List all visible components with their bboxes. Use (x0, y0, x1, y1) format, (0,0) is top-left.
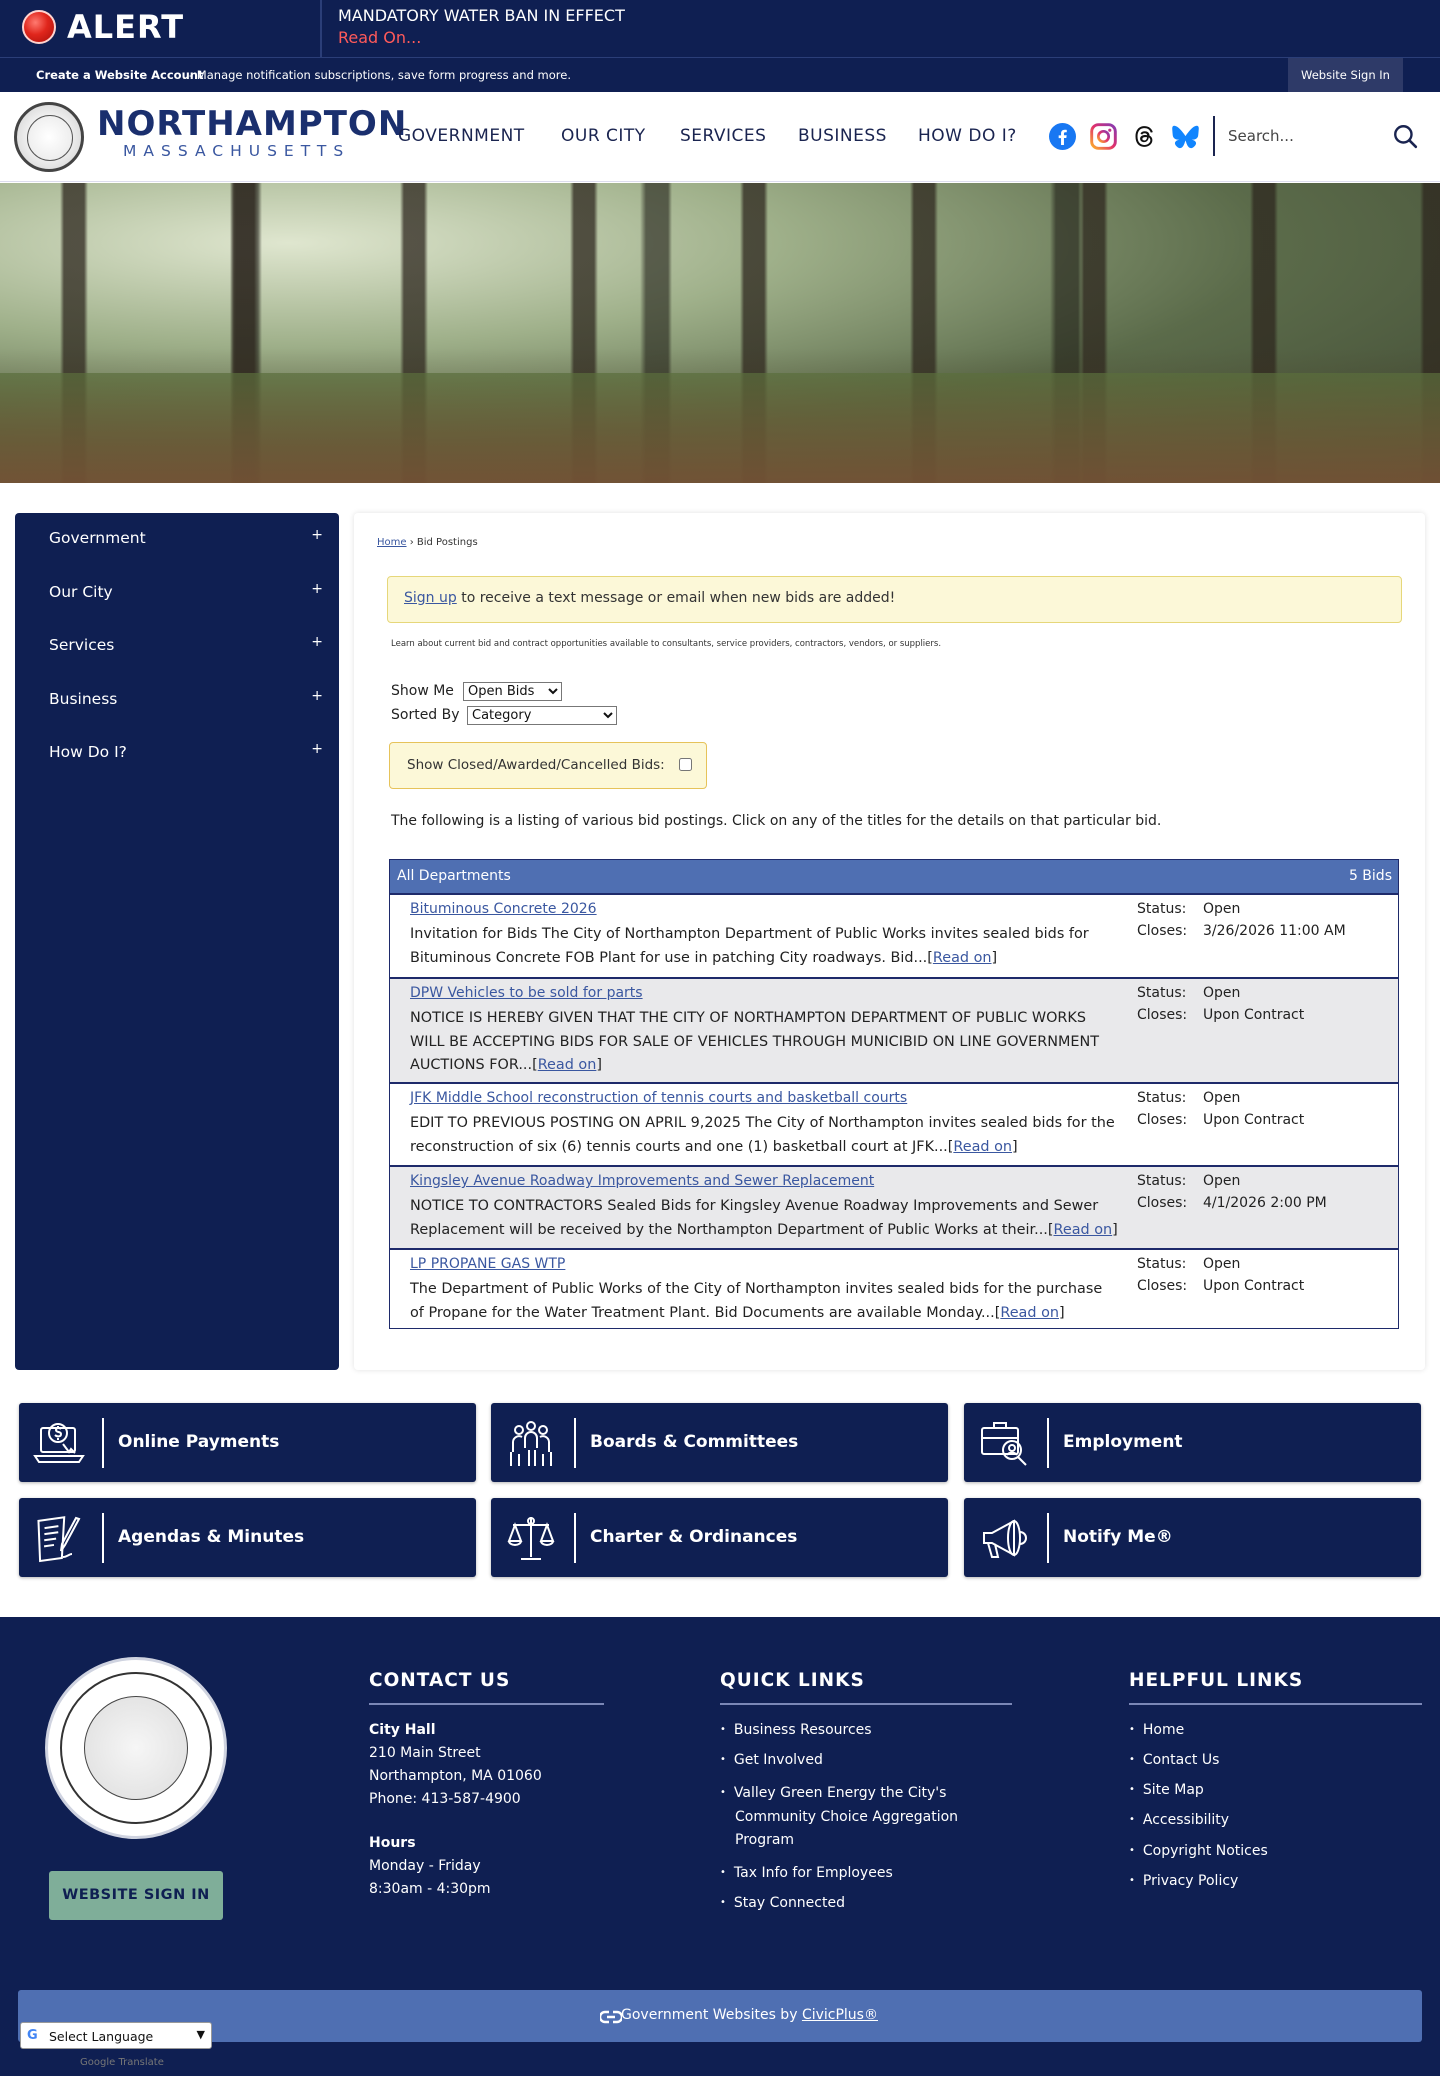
status-label: Status: (1137, 1256, 1187, 1272)
credit-text: Government Websites by (621, 2007, 802, 2023)
sidebar-item-label: How Do I? (49, 743, 127, 761)
hours-time: 8:30am - 4:30pm (369, 1881, 491, 1897)
closes-label: Closes: (1137, 1112, 1188, 1128)
account-bar (0, 57, 1440, 92)
hours-heading: Hours (369, 1835, 416, 1851)
status-label: Status: (1137, 901, 1187, 917)
sidebar-item-government[interactable] (15, 513, 339, 567)
employment-icon (978, 1418, 1030, 1468)
site-title[interactable]: NORTHAMPTON (97, 104, 408, 144)
sidebar-nav (15, 513, 339, 1370)
alert-read-on-link[interactable]: Read On... (338, 28, 422, 47)
closes-value: Upon Contract (1203, 1112, 1305, 1128)
quick-link[interactable]: • Get Involved (720, 1752, 823, 1768)
helpful-links-heading: HELPFUL LINKS (1129, 1670, 1304, 1691)
quick-link[interactable]: • Valley Green Energy the City's Community Choice Aggregation Program (720, 1782, 960, 1852)
main-content (354, 513, 1425, 1370)
tile-divider (574, 1513, 576, 1563)
show-me-select[interactable] (463, 682, 562, 701)
bid-title-link[interactable]: LP PROPANE GAS WTP (410, 1256, 566, 1272)
signup-notice (387, 576, 1402, 623)
show-closed-checkbox[interactable] (679, 758, 692, 771)
tile-divider (102, 1418, 104, 1468)
helpful-link[interactable]: • Site Map (1129, 1782, 1204, 1798)
closes-value: 3/26/2026 11:00 AM (1203, 923, 1346, 939)
helpful-link[interactable]: • Privacy Policy (1129, 1873, 1238, 1889)
expand-plus-icon[interactable]: + (311, 527, 323, 543)
helpful-link[interactable]: • Accessibility (1129, 1812, 1229, 1828)
listing-text: The following is a listing of various bid postings. Click on any of the titles for the details on that particular bid. (391, 813, 1162, 829)
hero-forest-image (0, 183, 1440, 483)
bid-description: NOTICE TO CONTRACTORS Sealed Bids for Kingsley Avenue Roadway Improvements and Sewer Replacement will be received by the Northampton Department of Public Works at their...[Read on] (410, 1198, 1118, 1238)
status-label: Status: (1137, 1173, 1187, 1189)
google-g-icon: G (27, 2028, 38, 2043)
tile-label: Agendas & Minutes (118, 1527, 305, 1547)
site-footer (0, 1617, 1440, 2076)
quick-links-heading: QUICK LINKS (720, 1670, 865, 1691)
charter-ordinances-icon (505, 1513, 557, 1563)
contact-heading: CONTACT US (369, 1670, 511, 1691)
status-value: Open (1203, 1173, 1241, 1189)
search-input[interactable] (1228, 118, 1388, 154)
tile-agendas-minutes[interactable] (19, 1498, 476, 1577)
closes-value: Upon Contract (1203, 1278, 1305, 1294)
site-header (0, 92, 1440, 182)
bid-title-link[interactable]: Kingsley Avenue Roadway Improvements and Sewer Replacement (410, 1173, 875, 1189)
bid-row (390, 1248, 1398, 1328)
chevron-down-icon: ▼ (196, 2028, 205, 2041)
helpful-link[interactable]: • Home (1129, 1722, 1184, 1738)
search-divider (1213, 116, 1215, 156)
show-me-label: Show Me (391, 683, 454, 699)
agendas-minutes-icon (33, 1513, 85, 1563)
contact-phone: Phone: 413-587-4900 (369, 1791, 521, 1807)
read-on-link[interactable]: Read on (537, 1057, 597, 1073)
breadcrumb-current: Bid Postings (416, 537, 478, 548)
quick-link[interactable]: • Tax Info for Employees (720, 1865, 893, 1881)
tile-charter-ordinances[interactable] (491, 1498, 948, 1577)
read-on-link[interactable]: Read on (1053, 1221, 1113, 1238)
bid-row (390, 893, 1398, 977)
sidebar-item-label: Government (49, 529, 146, 547)
expand-plus-icon[interactable]: + (311, 688, 323, 704)
tile-label: Boards & Committees (590, 1432, 799, 1452)
tile-notify-me[interactable] (964, 1498, 1421, 1577)
status-value: Open (1203, 985, 1241, 1001)
tile-label: Charter & Ordinances (590, 1527, 798, 1547)
alert-title: MANDATORY WATER BAN IN EFFECT (338, 6, 625, 25)
contact-street: 210 Main Street (369, 1745, 481, 1761)
tile-label: Employment (1063, 1432, 1183, 1452)
bid-description: Invitation for Bids The City of Northampton Department of Public Works invites sealed bids for Bituminous Concrete FOB Plant for use in patching City roadways. Bid...[Read on] (410, 926, 1089, 966)
sidebar-item-business[interactable] (15, 674, 339, 728)
helpful-link[interactable]: • Contact Us (1129, 1752, 1219, 1768)
helpful-links-underline (1129, 1703, 1422, 1705)
show-closed-box (389, 742, 707, 789)
closes-value: 4/1/2026 2:00 PM (1203, 1195, 1327, 1211)
expand-plus-icon[interactable]: + (311, 581, 323, 597)
tile-divider (102, 1513, 104, 1563)
tile-label: Notify Me® (1063, 1527, 1173, 1547)
read-on-link[interactable]: Read on (1000, 1304, 1060, 1321)
status-value: Open (1203, 1256, 1241, 1272)
hours-days: Monday - Friday (369, 1858, 481, 1874)
show-closed-label: Show Closed/Awarded/Cancelled Bids: (407, 757, 665, 773)
tile-label: Online Payments (118, 1432, 280, 1452)
alert-icon (22, 10, 56, 44)
bid-row (390, 977, 1398, 1082)
closes-label: Closes: (1137, 1195, 1188, 1211)
bid-description: The Department of Public Works of the City of Northampton invites sealed bids for the purchase of Propane for the Water Treatment Plant. Bid Documents are available Monday...[Read on] (410, 1281, 1103, 1321)
notice-text: to receive a text message or email when new bids are added! (456, 590, 896, 606)
create-account-link[interactable]: Create a Website Account (36, 68, 204, 82)
status-value: Open (1203, 901, 1241, 917)
footer-website-sign-in-button[interactable]: WEBSITE SIGN IN (49, 1871, 223, 1920)
status-label: Status: (1137, 985, 1187, 1001)
alert-label: ALERT (67, 8, 185, 46)
city-seal-logo[interactable] (14, 102, 84, 172)
google-translate-credit[interactable]: Google Translate (80, 2057, 164, 2068)
breadcrumb (377, 537, 478, 548)
bid-description: NOTICE IS HEREBY GIVEN THAT THE CITY OF NORTHAMPTON DEPARTMENT OF PUBLIC WORKS WILL BE ACCEPTING BIDS FOR SALE OF VEHICLES THROUGH MUNICIBID ON LINE GOVERNMENT AUCTIONS FOR...[Read on] (410, 1010, 1100, 1073)
expand-plus-icon[interactable]: + (311, 634, 323, 650)
online-payments-icon (33, 1418, 85, 1468)
site-subtitle: MASSACHUSETTS (123, 142, 351, 160)
language-select-label: Select Language (49, 2029, 154, 2044)
tile-boards-committees[interactable] (491, 1403, 948, 1482)
alert-bar (0, 0, 1440, 57)
bids-table (389, 859, 1399, 1329)
nav-services[interactable]: SERVICES (680, 126, 767, 146)
contact-name: City Hall (369, 1722, 436, 1738)
contact-city: Northampton, MA 01060 (369, 1768, 542, 1784)
nav-our-city[interactable]: OUR CITY (561, 126, 646, 146)
intro-text: Learn about current bid and contract opportunities available to consultants, service providers, contractors, vendors, or suppliers. (391, 639, 942, 649)
sidebar-item-label: Business (49, 690, 118, 708)
tile-divider (574, 1418, 576, 1468)
sorted-by-label: Sorted By (391, 707, 460, 723)
footer-city-seal (45, 1657, 227, 1839)
tile-online-payments[interactable] (19, 1403, 476, 1482)
sidebar-item-label: Services (49, 636, 115, 654)
bid-row (390, 1082, 1398, 1165)
civicplus-credit-bar (18, 1990, 1422, 2042)
status-label: Status: (1137, 1090, 1187, 1106)
quick-links-underline (720, 1703, 1012, 1705)
helpful-link[interactable]: • Copyright Notices (1129, 1843, 1268, 1859)
tile-divider (1047, 1418, 1049, 1468)
read-on-link[interactable]: Read on (953, 1138, 1013, 1155)
bid-title-link[interactable]: Bituminous Concrete 2026 (410, 901, 597, 917)
sidebar-item-how-do-i[interactable] (15, 727, 339, 781)
facebook-icon[interactable] (1049, 123, 1076, 150)
nav-government[interactable]: GOVERNMENT (398, 126, 525, 146)
closes-label: Closes: (1137, 923, 1188, 939)
threads-icon[interactable] (1131, 123, 1158, 150)
status-value: Open (1203, 1090, 1241, 1106)
quick-link[interactable]: • Business Resources (720, 1722, 872, 1738)
bid-title-link[interactable]: DPW Vehicles to be sold for parts (410, 985, 643, 1001)
tile-divider (1047, 1513, 1049, 1563)
search-icon[interactable] (1392, 123, 1418, 149)
language-select[interactable] (20, 2022, 212, 2049)
bid-description: EDIT TO PREVIOUS POSTING ON APRIL 9,2025 The City of Northampton invites sealed bids for the reconstruction of six (6) tennis courts and one (1) basketball court at JFK...[Read on] (410, 1115, 1115, 1155)
nav-business[interactable]: BUSINESS (798, 126, 887, 146)
website-sign-in-button[interactable]: Website Sign In (1288, 58, 1403, 93)
quick-link[interactable]: • Stay Connected (720, 1895, 845, 1911)
sidebar-item-label: Our City (49, 583, 113, 601)
notify-me-icon (978, 1513, 1030, 1563)
bids-table-header (390, 860, 1398, 893)
sorted-by-select[interactable] (467, 706, 617, 725)
read-on-link[interactable]: Read on (932, 949, 992, 966)
nav-how-do-i[interactable]: HOW DO I? (918, 126, 1017, 146)
bid-title-link[interactable]: JFK Middle School reconstruction of tennis courts and basketball courts (410, 1090, 908, 1106)
hero-forest-floor (0, 373, 1440, 483)
breadcrumb-home-link[interactable]: Home (377, 537, 407, 548)
expand-plus-icon[interactable]: + (311, 741, 323, 757)
breadcrumb-separator: › (406, 537, 417, 548)
sign-up-link[interactable]: Sign up (404, 590, 457, 606)
civicplus-logo-icon (600, 2009, 622, 2025)
closes-label: Closes: (1137, 1278, 1188, 1294)
closes-value: Upon Contract (1203, 1007, 1305, 1023)
sidebar-item-our-city[interactable] (15, 567, 339, 621)
instagram-icon[interactable] (1090, 123, 1117, 150)
bluesky-icon[interactable] (1172, 123, 1199, 150)
alert-divider (320, 0, 322, 57)
closes-label: Closes: (1137, 1007, 1188, 1023)
sidebar-item-services[interactable] (15, 620, 339, 674)
bid-row (390, 1165, 1398, 1248)
contact-underline (369, 1703, 604, 1705)
account-description: - Manage notification subscriptions, save form progress and more. (189, 68, 571, 82)
boards-committees-icon (505, 1418, 557, 1468)
bid-count: 5 Bids (1348, 868, 1392, 884)
department-name: All Departments (397, 868, 511, 884)
civicplus-link[interactable]: CivicPlus® (801, 2007, 878, 2023)
tile-employment[interactable] (964, 1403, 1421, 1482)
